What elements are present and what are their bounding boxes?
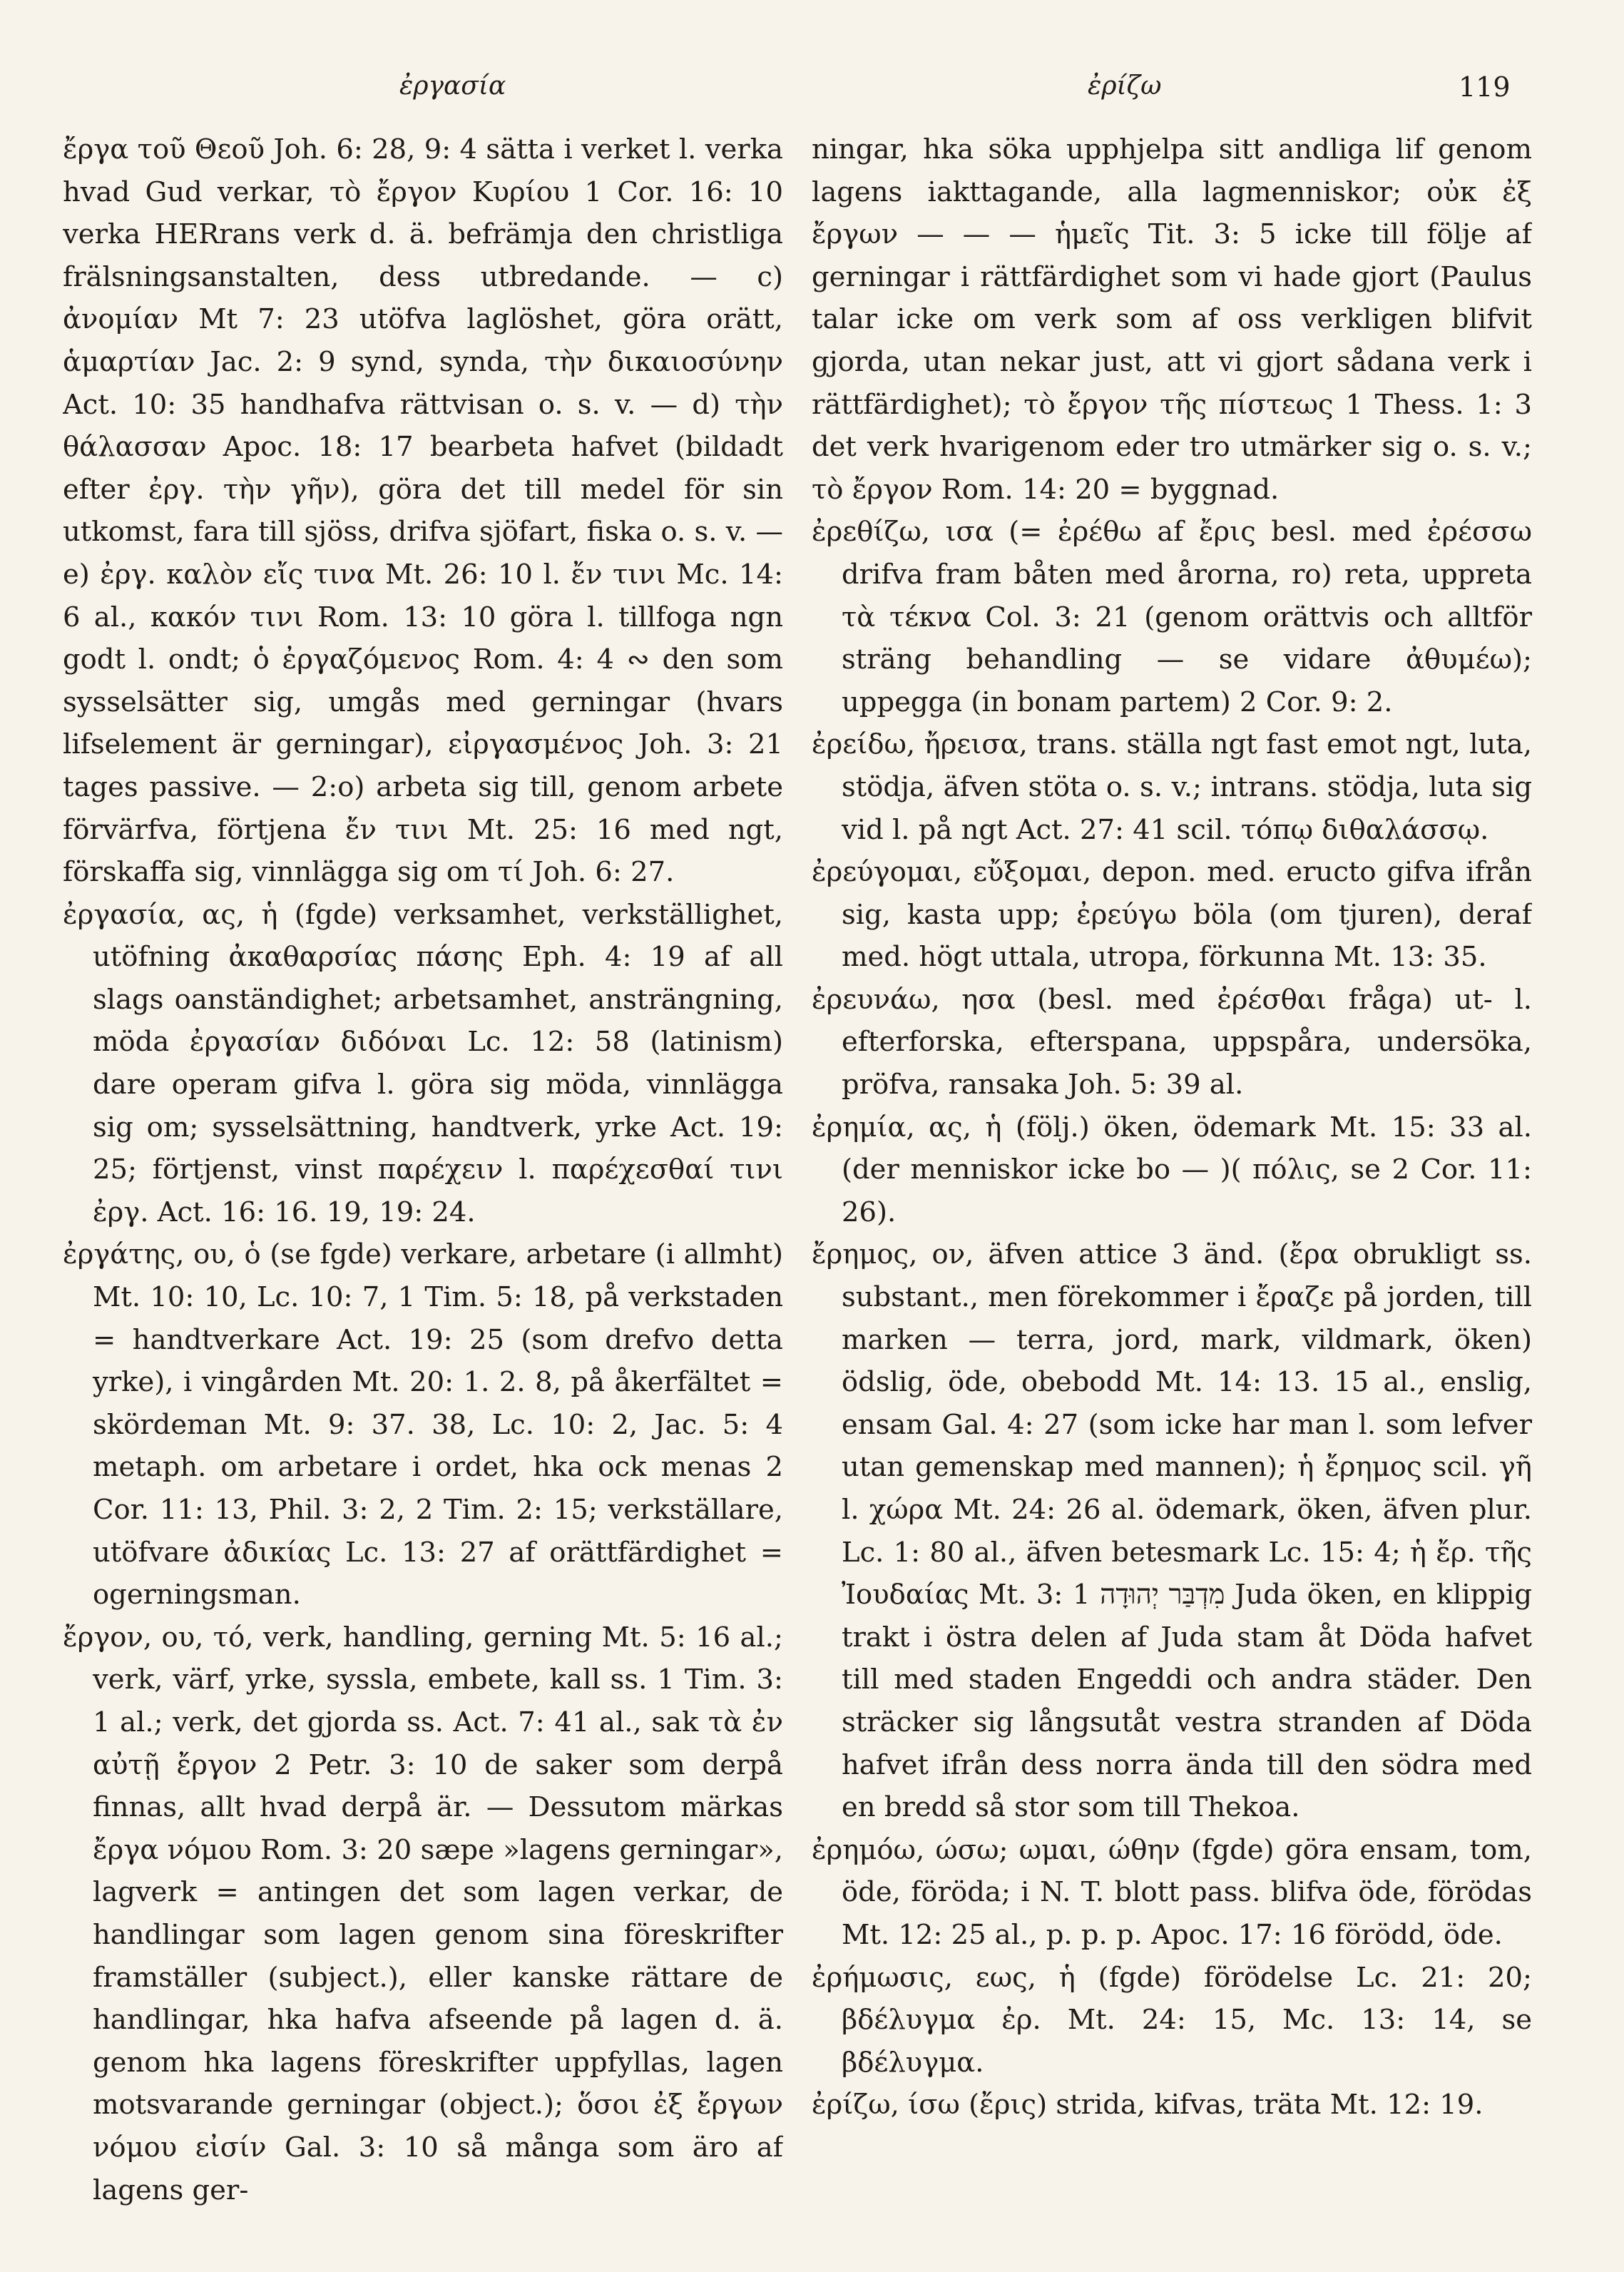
entry-erethizo: ἐρεθίζω, ισα (= ἐρέθω af ἔρις besl. med ἐρέσσω drifva fram båten med årorna, ro) reta, uppreta τὰ τέκνα Col. 3: 21 (genom orättvis och alltför sträng behandling — se vidare ἀθυμέω); uppegga (in bonam partem) 2 Cor. 9: 2. (812, 516, 1532, 718)
right-column (812, 128, 1532, 2254)
entry-ergates: ἐργάτης, ου, ὁ (se fgde) verkare, arbetare (i allmht) Mt. 10: 10, Lc. 10: 7, 1 Tim. 5: 18, på verkstaden = handtverkare Act. 19: 25 (som drefvo detta yrke), i vingården Mt. 20: 1. 2. 8, på åkerfältet = skördeman Mt. 9: 37. 38, Lc. 10: 2, Jac. 5: 4 metaph. om arbetare i ordet, hka ock menas 2 Cor. 11: 13, Phil. 3: 2, 2 Tim. 2: 15; verkställare, utöfvare ἀδικίας Lc. 13: 27 af orättfärdighet = ogerningsman. (63, 1238, 783, 1611)
page-header (0, 71, 1624, 114)
page-number: 119 (1459, 71, 1511, 103)
entry-eremos: ἔρημος, ον, äfven attice 3 änd. (ἔρα obrukligt ss. substant., men förekommer i ἔραζε på jorden, till marken — terra, jord, mark, vildmark, öken) ödslig, öde, obebodd Mt. 14: 13. 15 al., enslig, ensam Gal. 4: 27 (som icke har man l. som lefver utan gemenskap med mannen); ἡ ἔρημος scil. γῆ l. χώρα Mt. 24: 26 al. ödemark, öken, äfven plur. Lc. 1: 80 al., äfven betesmark Lc. 15: 4; ἡ ἔρ. τῆς Ἰουδαίας Mt. 3: 1 מִדְבַּר יְהוּדָה Juda öken, en klippig trakt i östra delen af Juda stam åt Döda hafvet till med staden Engeddi och andra städer. Den sträcker sig långsutåt vestra stranden af Döda hafvet ifrån dess norra ända till den södra med en bredd så stor som till Thekoa. (812, 1238, 1532, 1824)
running-head-left: ἐργασία (399, 71, 506, 101)
entry-eremoo: ἐρημόω, ώσω; ωμαι, ώθην (fgde) göra ensam, tom, öde, föröda; i N. T. blott pass. blifva öde, förödas Mt. 12: 25 al., p. p. p. Apoc. 17: 16 förödd, öde. (812, 1833, 1532, 1951)
entry-eremosis: ἐρήμωσις, εως, ἡ (fgde) förödelse Lc. 21: 20; βδέλυγμα ἐρ. Mt. 24: 15, Mc. 13: 14, se βδέλυγμα. (812, 1961, 1532, 2079)
entry-ereugomai: ἐρεύγομαι, εὔξομαι, depon. med. eructo gifva ifrån sig, kasta upp; ἐρεύγω böla (om tjuren), deraf med. högt uttala, utropa, förkunna Mt. 13: 35. (812, 856, 1532, 974)
left-column (63, 128, 783, 2254)
entry-ergon: ἔργον, ου, τό, verk, handling, gerning Mt. 5: 16 al.; verk, värf, yrke, syssla, embete, kall ss. 1 Tim. 3: 1 al.; verk, det gjorda ss. Act. 7: 41 al., sak τὰ ἐν αὐτῇ ἔργον 2 Petr. 3: 10 de saker som derpå finnas, allt hvad derpå är. — Dessutom märkas ἔργα νόμου Rom. 3: 20 sæpe »lagens gerningar», lagverk = antingen det som lagen verkar, de handlingar som lagen genom sina föreskrifter framställer (subject.), eller kanske rättare de handlingar, hka hafva afseende på lagen d. ä. genom hka lagens föreskrifter uppfyllas, lagen motsvarande gerningar (object.); ὅσοι ἐξ ἔργων νόμου εἰσίν Gal. 3: 10 så många som äro af lagens ger- (63, 1621, 783, 2206)
running-head-right: ἐρίζω (1088, 71, 1162, 101)
entry-continuation: ningar, hka söka upphjelpa sitt andliga lif genom lagens iakttagande, alla lagmenniskor; οὐκ ἐξ ἔργων — — — ἡμεῖς Tit. 3: 5 icke till följe af gerningar i rättfärdighet som vi hade gjort (Paulus talar icke om verk som af oss verkligen blifvit gjorda, utan nekar just, att vi gjort sådana verk i rättfärdighet); τὸ ἔργον τῆς πίστεως 1 Thess. 1: 3 det verk hvarigenom eder tro utmärker sig o. s. v.; τὸ ἔργον Rom. 14: 20 = byggnad. (812, 133, 1532, 506)
entry-erizo: ἐρίζω, ίσω (ἔρις) strida, kifvas, träta Mt. 12: 19. (812, 2089, 1483, 2121)
entry-ereunao: ἐρευνάω, ησα (besl. med ἐρέσθαι fråga) ut- l. efterforska, efterspana, uppspåra, undersöka, pröfva, ransaka Joh. 5: 39 al. (812, 983, 1532, 1101)
entry-continuation: ἔργα τοῦ Θεοῦ Joh. 6: 28, 9: 4 sätta i verket l. verka hvad Gud verkar, τὸ ἔργον Κυρίου 1 Cor. 16: 10 verka HERrans verk d. ä. befrämja den christliga frälsningsanstalten, dess utbredande. — c) ἀνομίαν Mt 7: 23 utöfva laglöshet, göra orätt, ἁμαρτίαν Jac. 2: 9 synd, synda, τὴν δικαιοσύνην Act. 10: 35 handhafva rättvisan o. s. v. — d) τὴν θάλασσαν Apoc. 18: 17 bearbeta hafvet (bildadt efter ἐργ. τὴν γῆν), göra det till medel för sin utkomst, fara till sjöss, drifva sjöfart, fiska o. s. v. — e) ἐργ. καλὸν εἴς τινα Mt. 26: 10 l. ἔν τινι Mc. 14: 6 al., κακόν τινι Rom. 13: 10 göra l. tillfoga ngn godt l. ondt; ὁ ἐργαζόμενος Rom. 4: 4 ∾ den som sysselsätter sig, umgås med gerningar (hvars lifselement är gerningar), εἰργασμένος Joh. 3: 21 tages passive. — 2:o) arbeta sig till, genom arbete förvärfva, förtjena ἔν τινι Mt. 25: 16 med ngt, förskaffa sig, vinnlägga sig om τί Joh. 6: 27. (63, 133, 783, 889)
entry-eremia: ἐρημία, ας, ἡ (följ.) öken, ödemark Mt. 15: 33 al. (der menniskor icke bo — )( πόλις, se 2 Cor. 11: 26). (812, 1111, 1532, 1228)
entry-ergasia: ἐργασία, ας, ἡ (fgde) verksamhet, verkställighet, utöfning ἀκαθαρσίας πάσης Eph. 4: 19 af all slags oanständighet; arbetsamhet, ansträngning, möda ἐργασίαν διδόναι Lc. 12: 58 (latinism) dare operam gifva l. göra sig möda, vinnlägga sig om; sysselsättning, handtverk, yrke Act. 19: 25; förtjenst, vinst παρέχειν l. παρέχεσθαί τινι ἐργ. Act. 16: 16. 19, 19: 24. (63, 898, 783, 1228)
entry-ereido: ἐρείδω, ἤρεισα, trans. ställa ngt fast emot ngt, luta, stödja, äfven stöta o. s. v.; intrans. stödja, luta sig vid l. på ngt Act. 27: 41 scil. τόπῳ διθαλάσσῳ. (812, 728, 1532, 846)
